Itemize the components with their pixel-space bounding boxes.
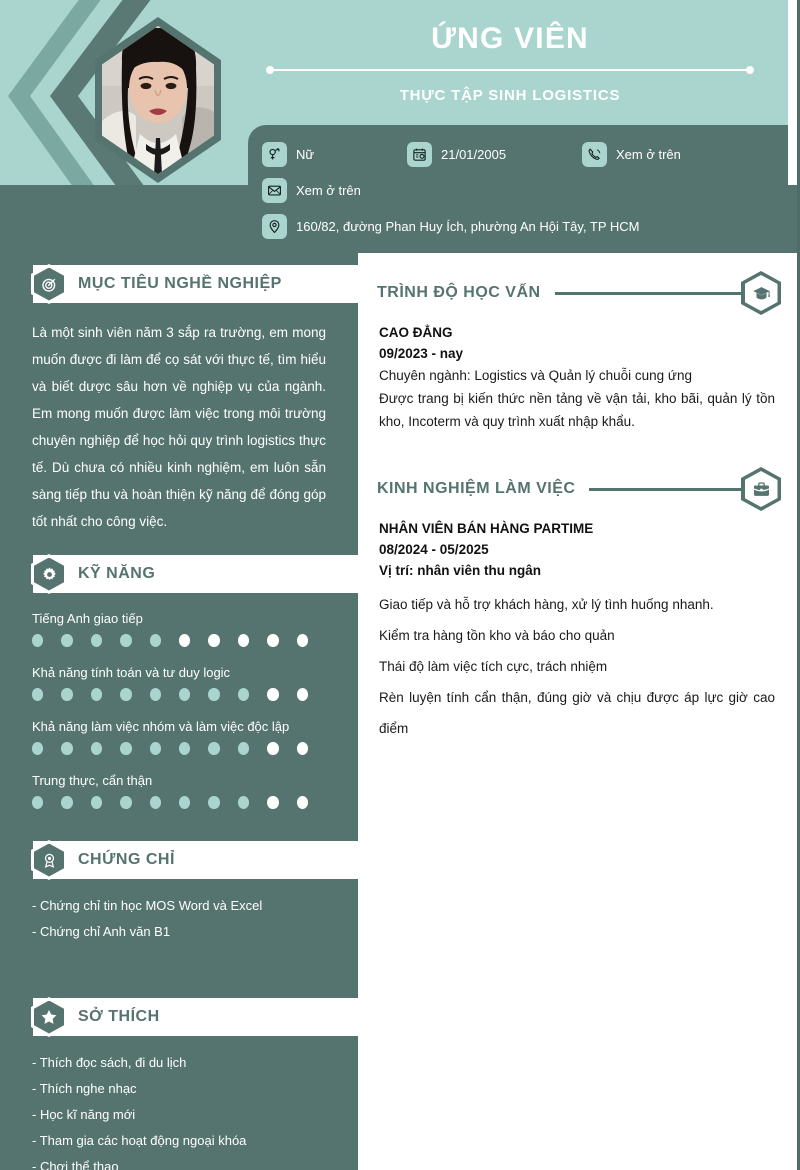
star-icon bbox=[34, 1001, 64, 1034]
contact-gender-value: Nữ bbox=[296, 146, 315, 162]
rating-dot bbox=[91, 688, 102, 701]
contact-row-2 bbox=[262, 176, 782, 204]
rating-dot bbox=[61, 742, 72, 755]
contact-address bbox=[262, 214, 640, 239]
rating-dot bbox=[61, 634, 72, 647]
avatar bbox=[95, 17, 221, 183]
experience-duty: Kiểm tra hàng tồn kho và báo cho quản bbox=[379, 628, 615, 643]
spacer bbox=[379, 581, 775, 589]
contact-list bbox=[262, 140, 782, 248]
rating-dot bbox=[120, 796, 131, 809]
graduation-cap-icon bbox=[745, 275, 778, 311]
contact-phone bbox=[582, 142, 681, 167]
list-item: - Tham gia các hoạt động ngoại khóa bbox=[32, 1133, 247, 1148]
contact-email-value: Xem ở trên bbox=[296, 182, 361, 198]
education-heading: TRÌNH ĐỘ HỌC VẤN bbox=[377, 284, 541, 301]
experience-hex bbox=[741, 467, 781, 511]
objective-text: Là một sinh viên năm 3 sắp ra trường, em mong muốn được đi làm để cọ sát với thực tế, tìm hiểu và biết dược sâu hơn về nghiệp vụ của ngành. Em mong muốn được làm việc trong môi trường chuyên nghiệp để học hỏi quy trình logistics thực tế. Dù chưa có nhiều kinh nghiệm, em luôn sẵn sàng tiếp thu và hoàn thiện kỹ năng để đóng góp tốt nhất cho công việc. bbox=[32, 325, 326, 529]
section-header-hobbies bbox=[0, 998, 358, 1036]
award-icon bbox=[34, 844, 64, 877]
title-divider bbox=[268, 69, 752, 71]
rating-dot bbox=[267, 742, 278, 755]
section-header-skills bbox=[0, 555, 358, 593]
skill-rating bbox=[32, 742, 326, 755]
contact-email bbox=[262, 178, 361, 203]
hobbies-list bbox=[32, 1050, 326, 1170]
page-subtitle: THỰC TẬP SINH LOGISTICS bbox=[399, 87, 621, 104]
skill-item bbox=[32, 773, 326, 809]
certificates-heading: CHỨNG CHỈ bbox=[78, 851, 175, 868]
rating-dot bbox=[208, 634, 219, 647]
rating-dot bbox=[32, 742, 43, 755]
education-hex bbox=[741, 271, 781, 315]
experience-duty: Giao tiếp và hỗ trợ khách hàng, xử lý tình huống nhanh. bbox=[379, 597, 714, 612]
rating-dot bbox=[208, 742, 219, 755]
rating-dot bbox=[297, 634, 308, 647]
rating-dot bbox=[297, 688, 308, 701]
skill-label: Khả năng làm việc nhóm và làm việc độc lập bbox=[32, 719, 290, 734]
left-sidebar bbox=[0, 253, 358, 1170]
rating-dot bbox=[150, 742, 161, 755]
rating-dot bbox=[91, 796, 102, 809]
contact-phone-value: Xem ở trên bbox=[616, 146, 681, 162]
briefcase-icon bbox=[745, 471, 778, 507]
contact-dob bbox=[407, 142, 582, 167]
rating-dot bbox=[179, 634, 190, 647]
contact-row-3 bbox=[262, 212, 782, 240]
gender-icon bbox=[262, 142, 287, 167]
phone-icon bbox=[582, 142, 607, 167]
list-item: - Học kĩ năng mới bbox=[32, 1107, 136, 1122]
rating-dot bbox=[238, 796, 249, 809]
rating-dot bbox=[120, 688, 131, 701]
rating-dot bbox=[179, 796, 190, 809]
rating-dot bbox=[208, 796, 219, 809]
certificates-list bbox=[32, 893, 326, 945]
rating-dot bbox=[238, 742, 249, 755]
rating-dot bbox=[267, 796, 278, 809]
rating-dot bbox=[179, 742, 190, 755]
rating-dot bbox=[61, 688, 72, 701]
skill-rating bbox=[32, 688, 326, 701]
rating-dot bbox=[150, 688, 161, 701]
rating-dot bbox=[208, 688, 219, 701]
rating-dot bbox=[179, 688, 190, 701]
education-period: 09/2023 - nay bbox=[379, 346, 464, 361]
skill-item bbox=[32, 719, 326, 755]
skill-item bbox=[32, 611, 326, 647]
rating-dot bbox=[297, 742, 308, 755]
contact-dob-value: 21/01/2005 bbox=[441, 146, 507, 162]
contact-address-value: 160/82, đường Phan Huy Ích, phường An Hội Tây, TP HCM bbox=[296, 218, 640, 234]
list-item: - Thích đọc sách, đi du lịch bbox=[32, 1055, 187, 1070]
rating-dot bbox=[238, 634, 249, 647]
experience-body bbox=[379, 518, 775, 744]
location-pin-icon bbox=[262, 214, 287, 239]
experience-header-line bbox=[589, 488, 743, 491]
rating-dot bbox=[297, 796, 308, 809]
list-item: - Thích nghe nhạc bbox=[32, 1081, 137, 1096]
section-header-experience bbox=[377, 468, 781, 510]
list-item: - Chứng chỉ Anh văn B1 bbox=[32, 924, 171, 939]
skills-list bbox=[32, 611, 326, 809]
section-header-objective bbox=[0, 265, 358, 303]
rating-dot bbox=[32, 796, 43, 809]
education-body bbox=[379, 322, 775, 433]
education-degree: CAO ĐẲNG bbox=[379, 325, 453, 340]
experience-title: NHÂN VIÊN BÁN HÀNG PARTIME bbox=[379, 521, 594, 536]
education-major: Chuyên ngành: Logistics và Quản lý chuỗi cung ứng bbox=[379, 368, 692, 383]
skill-rating bbox=[32, 634, 326, 647]
experience-duty: Rèn luyện tính cẩn thận, đúng giờ và chịu được áp lực giờ cao điểm bbox=[379, 690, 775, 736]
rating-dot bbox=[32, 688, 43, 701]
rating-dot bbox=[61, 796, 72, 809]
skill-label: Tiếng Anh giao tiếp bbox=[32, 611, 143, 626]
rating-dot bbox=[32, 634, 43, 647]
target-icon bbox=[34, 268, 64, 301]
envelope-icon bbox=[262, 178, 287, 203]
skill-label: Khả năng tính toán và tư duy logic bbox=[32, 665, 231, 680]
experience-heading: KINH NGHIỆM LÀM VIỆC bbox=[377, 480, 576, 497]
contact-gender bbox=[262, 142, 407, 167]
skill-rating bbox=[32, 796, 326, 809]
section-header-certificates bbox=[0, 841, 358, 879]
education-detail: Được trang bị kiến thức nền tảng về vận tải, kho bãi, quản lý tồn kho, Incoterm và quy trình xuất nhập khẩu. bbox=[379, 391, 775, 429]
skill-label: Trung thực, cẩn thận bbox=[32, 773, 153, 788]
experience-duty: Thái độ làm việc tích cực, trách nhiệm bbox=[379, 659, 608, 674]
skills-heading: KỸ NĂNG bbox=[78, 565, 156, 582]
list-item: - Chứng chỉ tin học MOS Word và Excel bbox=[32, 898, 263, 913]
objective-heading: MỤC TIÊU NGHỀ NGHIỆP bbox=[78, 275, 282, 292]
rating-dot bbox=[238, 688, 249, 701]
rating-dot bbox=[120, 634, 131, 647]
gear-icon bbox=[34, 558, 64, 591]
rating-dot bbox=[150, 634, 161, 647]
experience-period: 08/2024 - 05/2025 bbox=[379, 542, 489, 557]
experience-position: Vị trí: nhân viên thu ngân bbox=[379, 563, 541, 578]
education-header-line bbox=[555, 292, 743, 295]
contact-row-1 bbox=[262, 140, 782, 168]
page-title: ỨNG VIÊN bbox=[431, 22, 589, 55]
skill-item bbox=[32, 665, 326, 701]
list-item: - Chơi thể thao bbox=[32, 1159, 119, 1170]
hobbies-heading: SỞ THÍCH bbox=[78, 1008, 160, 1025]
rating-dot bbox=[91, 742, 102, 755]
rating-dot bbox=[267, 634, 278, 647]
rating-dot bbox=[150, 796, 161, 809]
rating-dot bbox=[267, 688, 278, 701]
calendar-icon bbox=[407, 142, 432, 167]
rating-dot bbox=[120, 742, 131, 755]
right-content bbox=[358, 253, 797, 1170]
rating-dot bbox=[91, 634, 102, 647]
section-header-education bbox=[377, 272, 781, 314]
